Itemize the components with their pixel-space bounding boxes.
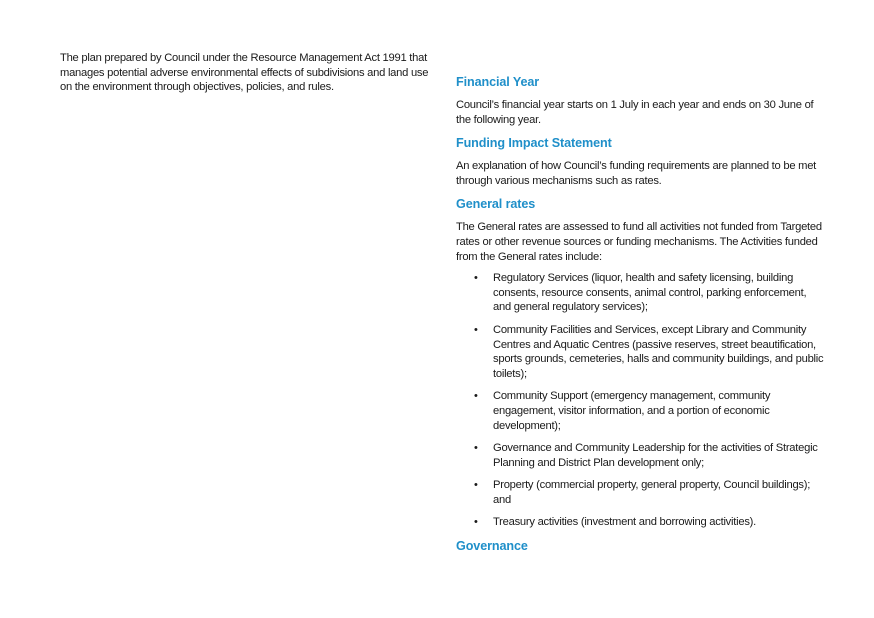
list-item-text: Governance and Community Leadership for the activities of Strategic Planning and District Plan development only; <box>493 442 818 469</box>
bullet-icon: • <box>474 323 478 336</box>
list-item <box>456 389 826 433</box>
list-item <box>456 271 826 315</box>
list-item <box>456 515 826 530</box>
bullet-icon: • <box>474 516 478 529</box>
governance-heading: Governance <box>456 539 528 554</box>
bullet-icon: • <box>474 442 478 455</box>
list-item-text: Treasury activities (investment and borrowing activities). <box>493 516 757 529</box>
list-item-text: Property (commercial property, general property, Council buildings); and <box>493 479 811 506</box>
district-plan-definition: The plan prepared by Council under the Resource Management Act 1991 that manages potential adverse environmental effects of subdivisions and land use on the environment through objectives, policies, and rules. <box>60 52 429 94</box>
financial-year-heading: Financial Year <box>456 75 540 89</box>
funding-impact-text: An explanation of how Council’s funding requirements are planned to be met through various mechanisms such as rates. <box>456 160 817 187</box>
list-item <box>456 441 826 470</box>
general-rates-heading: General rates <box>456 197 536 212</box>
left-column <box>60 51 430 95</box>
general-rates-list <box>456 271 826 530</box>
general-rates-text: The General rates are assessed to fund all activities not funded from Targeted rates or other revenue sources or funding mechanisms. The Activities funded from the General rates include: <box>456 221 822 263</box>
right-column <box>456 74 826 554</box>
list-item-text: Regulatory Services (liquor, health and safety licensing, building consents, resource consents, animal control, parking enforcement, and general regulatory services); <box>493 272 807 314</box>
list-item-text: Community Facilities and Services, except Library and Community Centres and Aquatic Centres (passive reserves, street beautification, sports grounds, cemeteries, halls and community buildings, and public toilets); <box>493 323 824 380</box>
bullet-icon: • <box>474 479 478 492</box>
list-item <box>456 478 826 507</box>
list-item <box>456 323 826 381</box>
bullet-icon: • <box>474 390 478 403</box>
funding-impact-heading: Funding Impact Statement <box>456 136 612 151</box>
list-item-text: Community Support (emergency management, community engagement, visitor information, and a portion of economic development); <box>493 390 771 432</box>
financial-year-text: Council’s financial year starts on 1 July in each year and ends on 30 June of the following year. <box>456 99 814 126</box>
bullet-icon: • <box>474 272 478 285</box>
